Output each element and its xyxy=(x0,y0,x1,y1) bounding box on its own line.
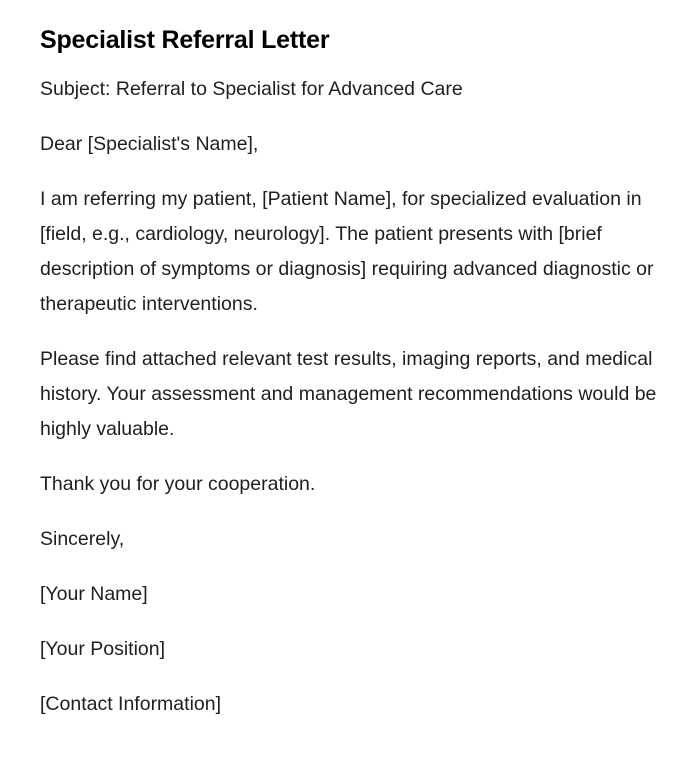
signature-name: [Your Name] xyxy=(40,583,148,605)
signature-position: [Your Position] xyxy=(40,638,166,660)
letter-subject: Subject: Referral to Specialist for Advanced Care xyxy=(40,78,463,100)
letter-salutation: Dear [Specialist's Name], xyxy=(40,133,259,155)
letter-body-paragraph-2: Please find attached relevant test results, imaging reports, and medical history. Your assessment and management recommendations would be highly valuable. xyxy=(40,348,657,440)
signature-contact: [Contact Information] xyxy=(40,693,222,715)
letter-thanks: Thank you for your cooperation. xyxy=(40,473,316,495)
letter-closing: Sincerely, xyxy=(40,528,125,550)
letter-title: Specialist Referral Letter xyxy=(40,26,330,54)
letter-body-paragraph-1: I am referring my patient, [Patient Name], for specialized evaluation in [field, e.g., cardiology, neurology]. The patient presents with [brief description of symptoms or diagnosis] requiring advanced diagnostic or therapeutic interventions. xyxy=(40,188,654,315)
